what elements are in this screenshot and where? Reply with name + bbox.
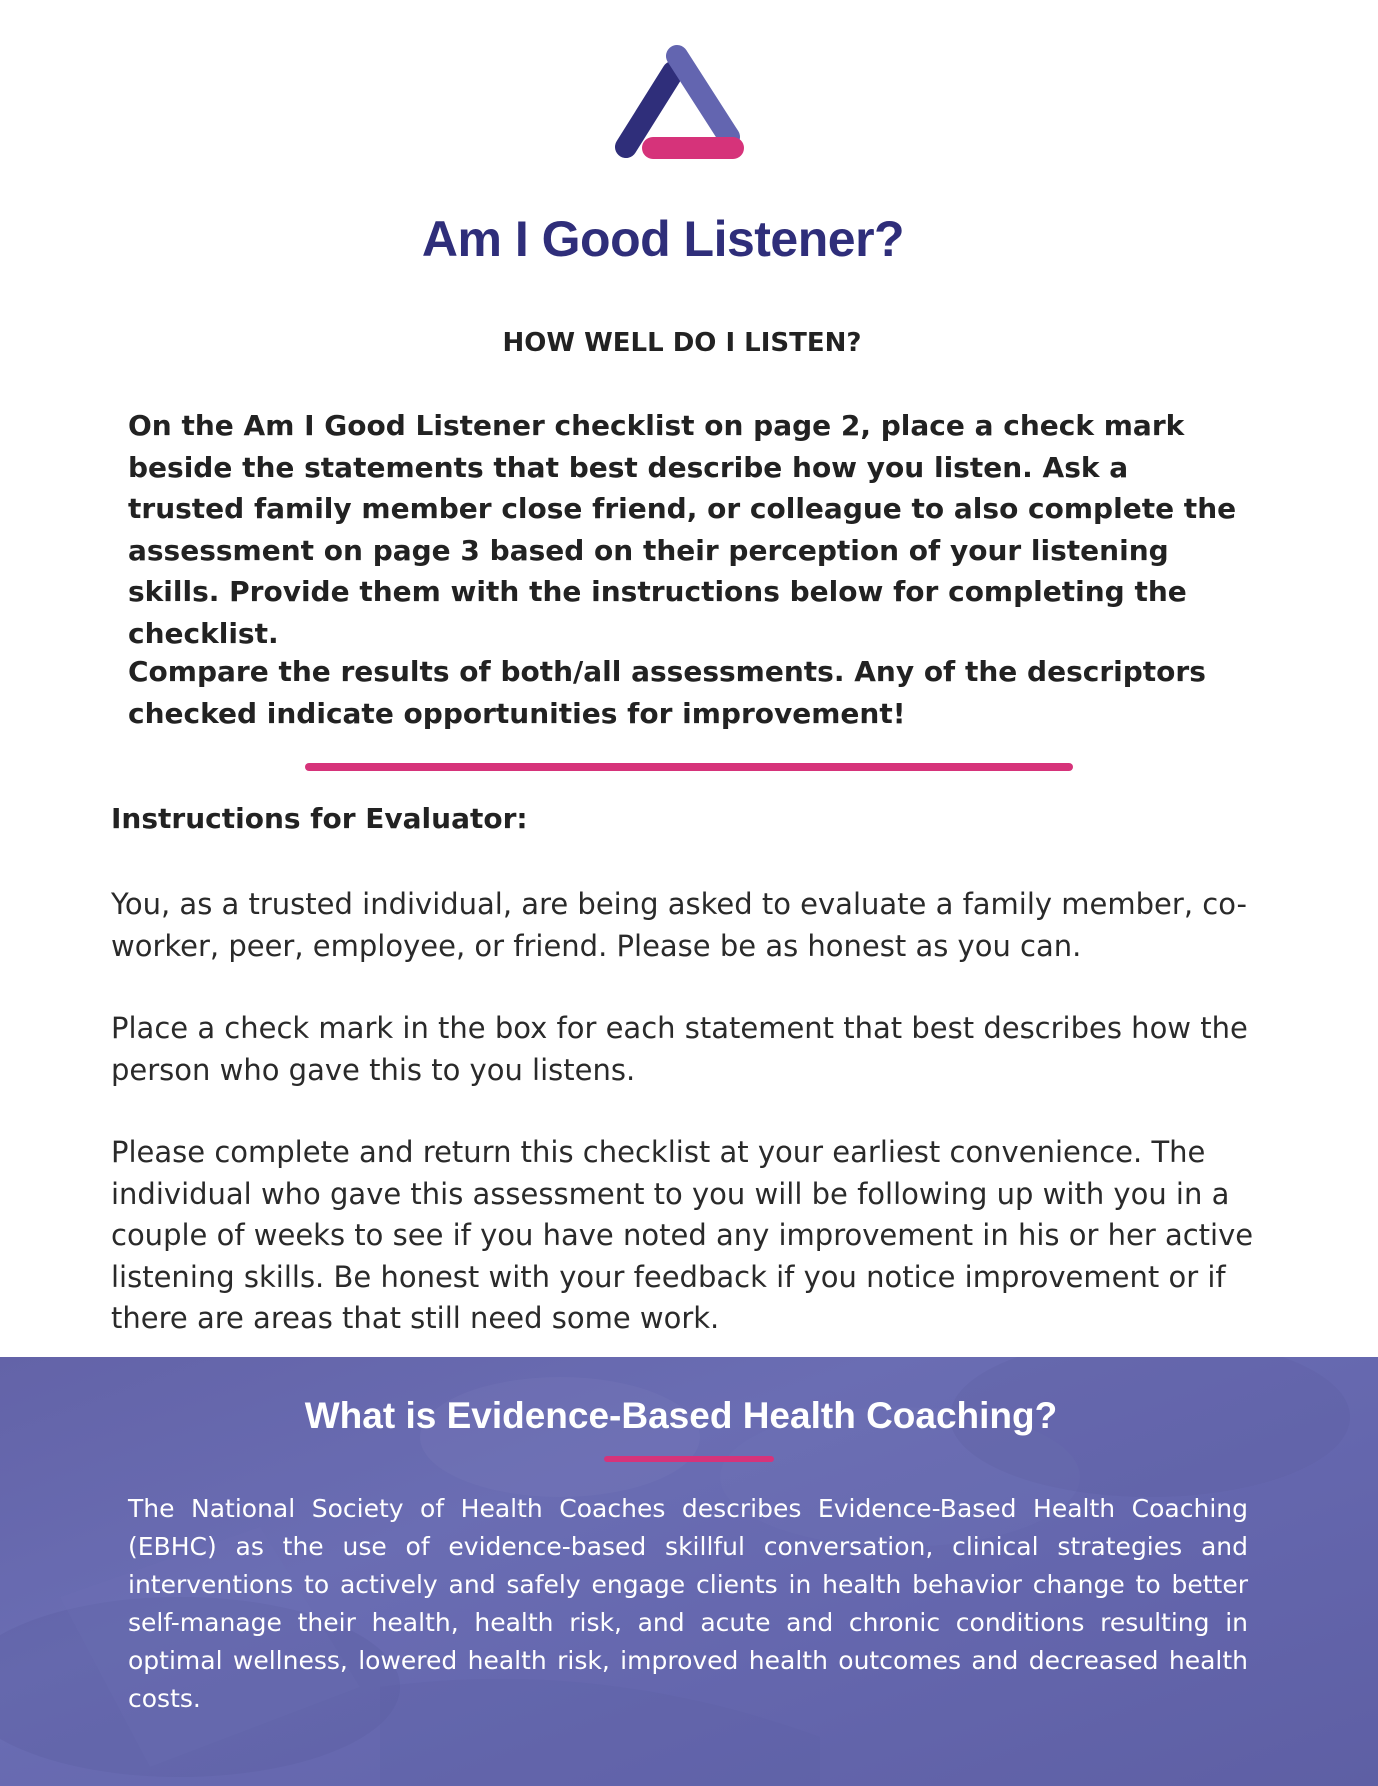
instructions-paragraph-2: Place a check mark in the box for each statement that best describes how the person who gave this to you listens. [111, 1011, 1248, 1087]
banner-title: What is Evidence-Based Health Coaching? [304, 1395, 1058, 1436]
section-divider [305, 763, 1073, 771]
intro-paragraph-compare: Compare the results of both/all assessments. Any of the descriptors checked indicate opportunities for improvement! [128, 655, 1206, 730]
banner-body-text: The National Society of Health Coaches describes Evidence-Based Health Coaching (EBHC) as the use of evidence-based skillful conversation, clinical strategies and interventions to actively and safely engage clients in health behavior change to better self-manage their health, health risk, and acute and chronic conditions resulting in optimal wellness, lowered health risk, improved health outcomes and decreased health costs. [128, 1494, 1248, 1713]
instructions-paragraph-3: Please complete and return this checklist at your earliest convenience. The individual who gave this assessment to you will be following up with you in a couple of weeks to see if you have noted any improvement in his or her active listening skills. Be honest with your feedback if you notice improvement or if there are areas that still need some work. [111, 1135, 1254, 1335]
page-title: Am I Good Listener? [421, 211, 905, 267]
ebhc-info-banner [0, 1357, 1378, 1786]
intro-paragraph-checklist: On the Am I Good Listener checklist on page 2, place a check mark beside the statements that best describe how you listen. Ask a trusted family member close friend, or colleague to also complete the assessment on page 3 based on their perception of your listening skills. Provide them with the instructions below for completing the checklist. [128, 409, 1237, 650]
instructions-heading: Instructions for Evaluator: [111, 802, 528, 835]
banner-divider [604, 1456, 774, 1462]
section-subheading: HOW WELL DO I LISTEN? [502, 328, 862, 358]
triangle-logo-icon [611, 42, 749, 164]
instructions-paragraph-1: You, as a trusted individual, are being asked to evaluate a family member, co-worker, peer, employee, or friend. Please be as honest as you can. [111, 887, 1247, 963]
